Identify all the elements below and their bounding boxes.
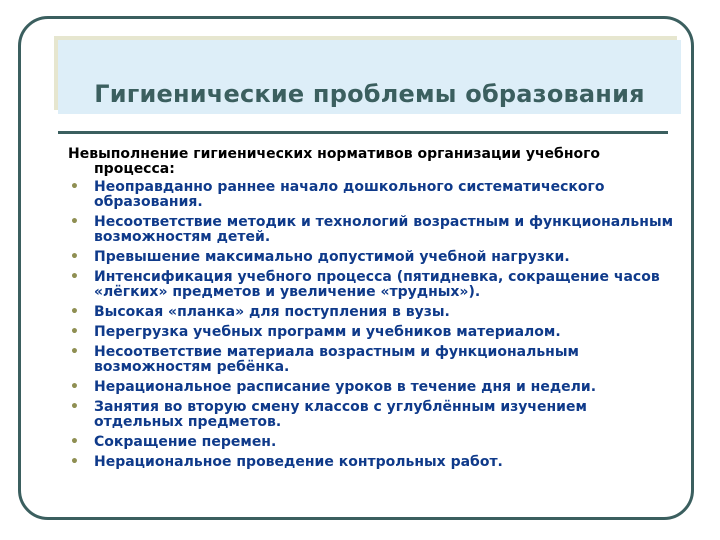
intro-text bbox=[68, 147, 678, 177]
title-divider bbox=[58, 131, 668, 134]
bullet-dot-icon: • bbox=[70, 324, 79, 340]
list-item-text: Занятия во вторую смену классов с углублённым изучением отдельных предметов. bbox=[94, 399, 587, 430]
list-item-text: Неоправданно раннее начало дошкольного систематического образования. bbox=[94, 179, 605, 210]
bullet-dot-icon: • bbox=[70, 304, 79, 320]
bullet-dot-icon: • bbox=[70, 399, 79, 415]
list-item bbox=[68, 380, 678, 395]
list-item-text: Высокая «планка» для поступления в вузы. bbox=[94, 304, 450, 320]
list-item-text: Перегрузка учебных программ и учебников материалом. bbox=[94, 324, 561, 340]
list-item bbox=[68, 400, 678, 430]
list-item-text: Нерациональное расписание уроков в течение дня и недели. bbox=[94, 379, 597, 395]
bullet-dot-icon: • bbox=[70, 379, 79, 395]
list-item bbox=[68, 435, 678, 450]
list-item bbox=[68, 250, 678, 265]
bullet-dot-icon: • bbox=[70, 214, 79, 230]
bullet-dot-icon: • bbox=[70, 179, 79, 195]
list-item bbox=[68, 270, 678, 300]
bullet-dot-icon: • bbox=[70, 434, 79, 450]
list-item bbox=[68, 345, 678, 375]
bullet-dot-icon: • bbox=[70, 344, 79, 360]
list-item bbox=[68, 455, 678, 470]
list-item bbox=[68, 215, 678, 245]
slide-content bbox=[68, 147, 678, 475]
bullet-dot-icon: • bbox=[70, 454, 79, 470]
bullet-dot-icon: • bbox=[70, 249, 79, 265]
bullet-dot-icon: • bbox=[70, 269, 79, 285]
list-item bbox=[68, 305, 678, 320]
list-item-text: Несоответствие материала возрастным и функциональным возможностям ребёнка. bbox=[94, 344, 579, 375]
bullet-list bbox=[68, 180, 678, 470]
list-item-text: Интенсификация учебного процесса (пятидневка, сокращение часов «лёгких» предметов и увеличение «трудных»). bbox=[94, 269, 660, 300]
slide-title: Гигиенические проблемы образования bbox=[94, 80, 645, 108]
list-item bbox=[68, 180, 678, 210]
list-item-text: Сокращение перемен. bbox=[94, 434, 277, 450]
list-item bbox=[68, 325, 678, 340]
list-item-text: Нерациональное проведение контрольных работ. bbox=[94, 454, 503, 470]
intro-line-2: процесса: bbox=[94, 161, 175, 177]
list-item-text: Превышение максимально допустимой учебной нагрузки. bbox=[94, 249, 570, 265]
list-item-text: Несоответствие методик и технологий возрастным и функциональным возможностям детей. bbox=[94, 214, 674, 245]
intro-line-1: Невыполнение гигиенических нормативов организации учебного bbox=[68, 146, 601, 162]
